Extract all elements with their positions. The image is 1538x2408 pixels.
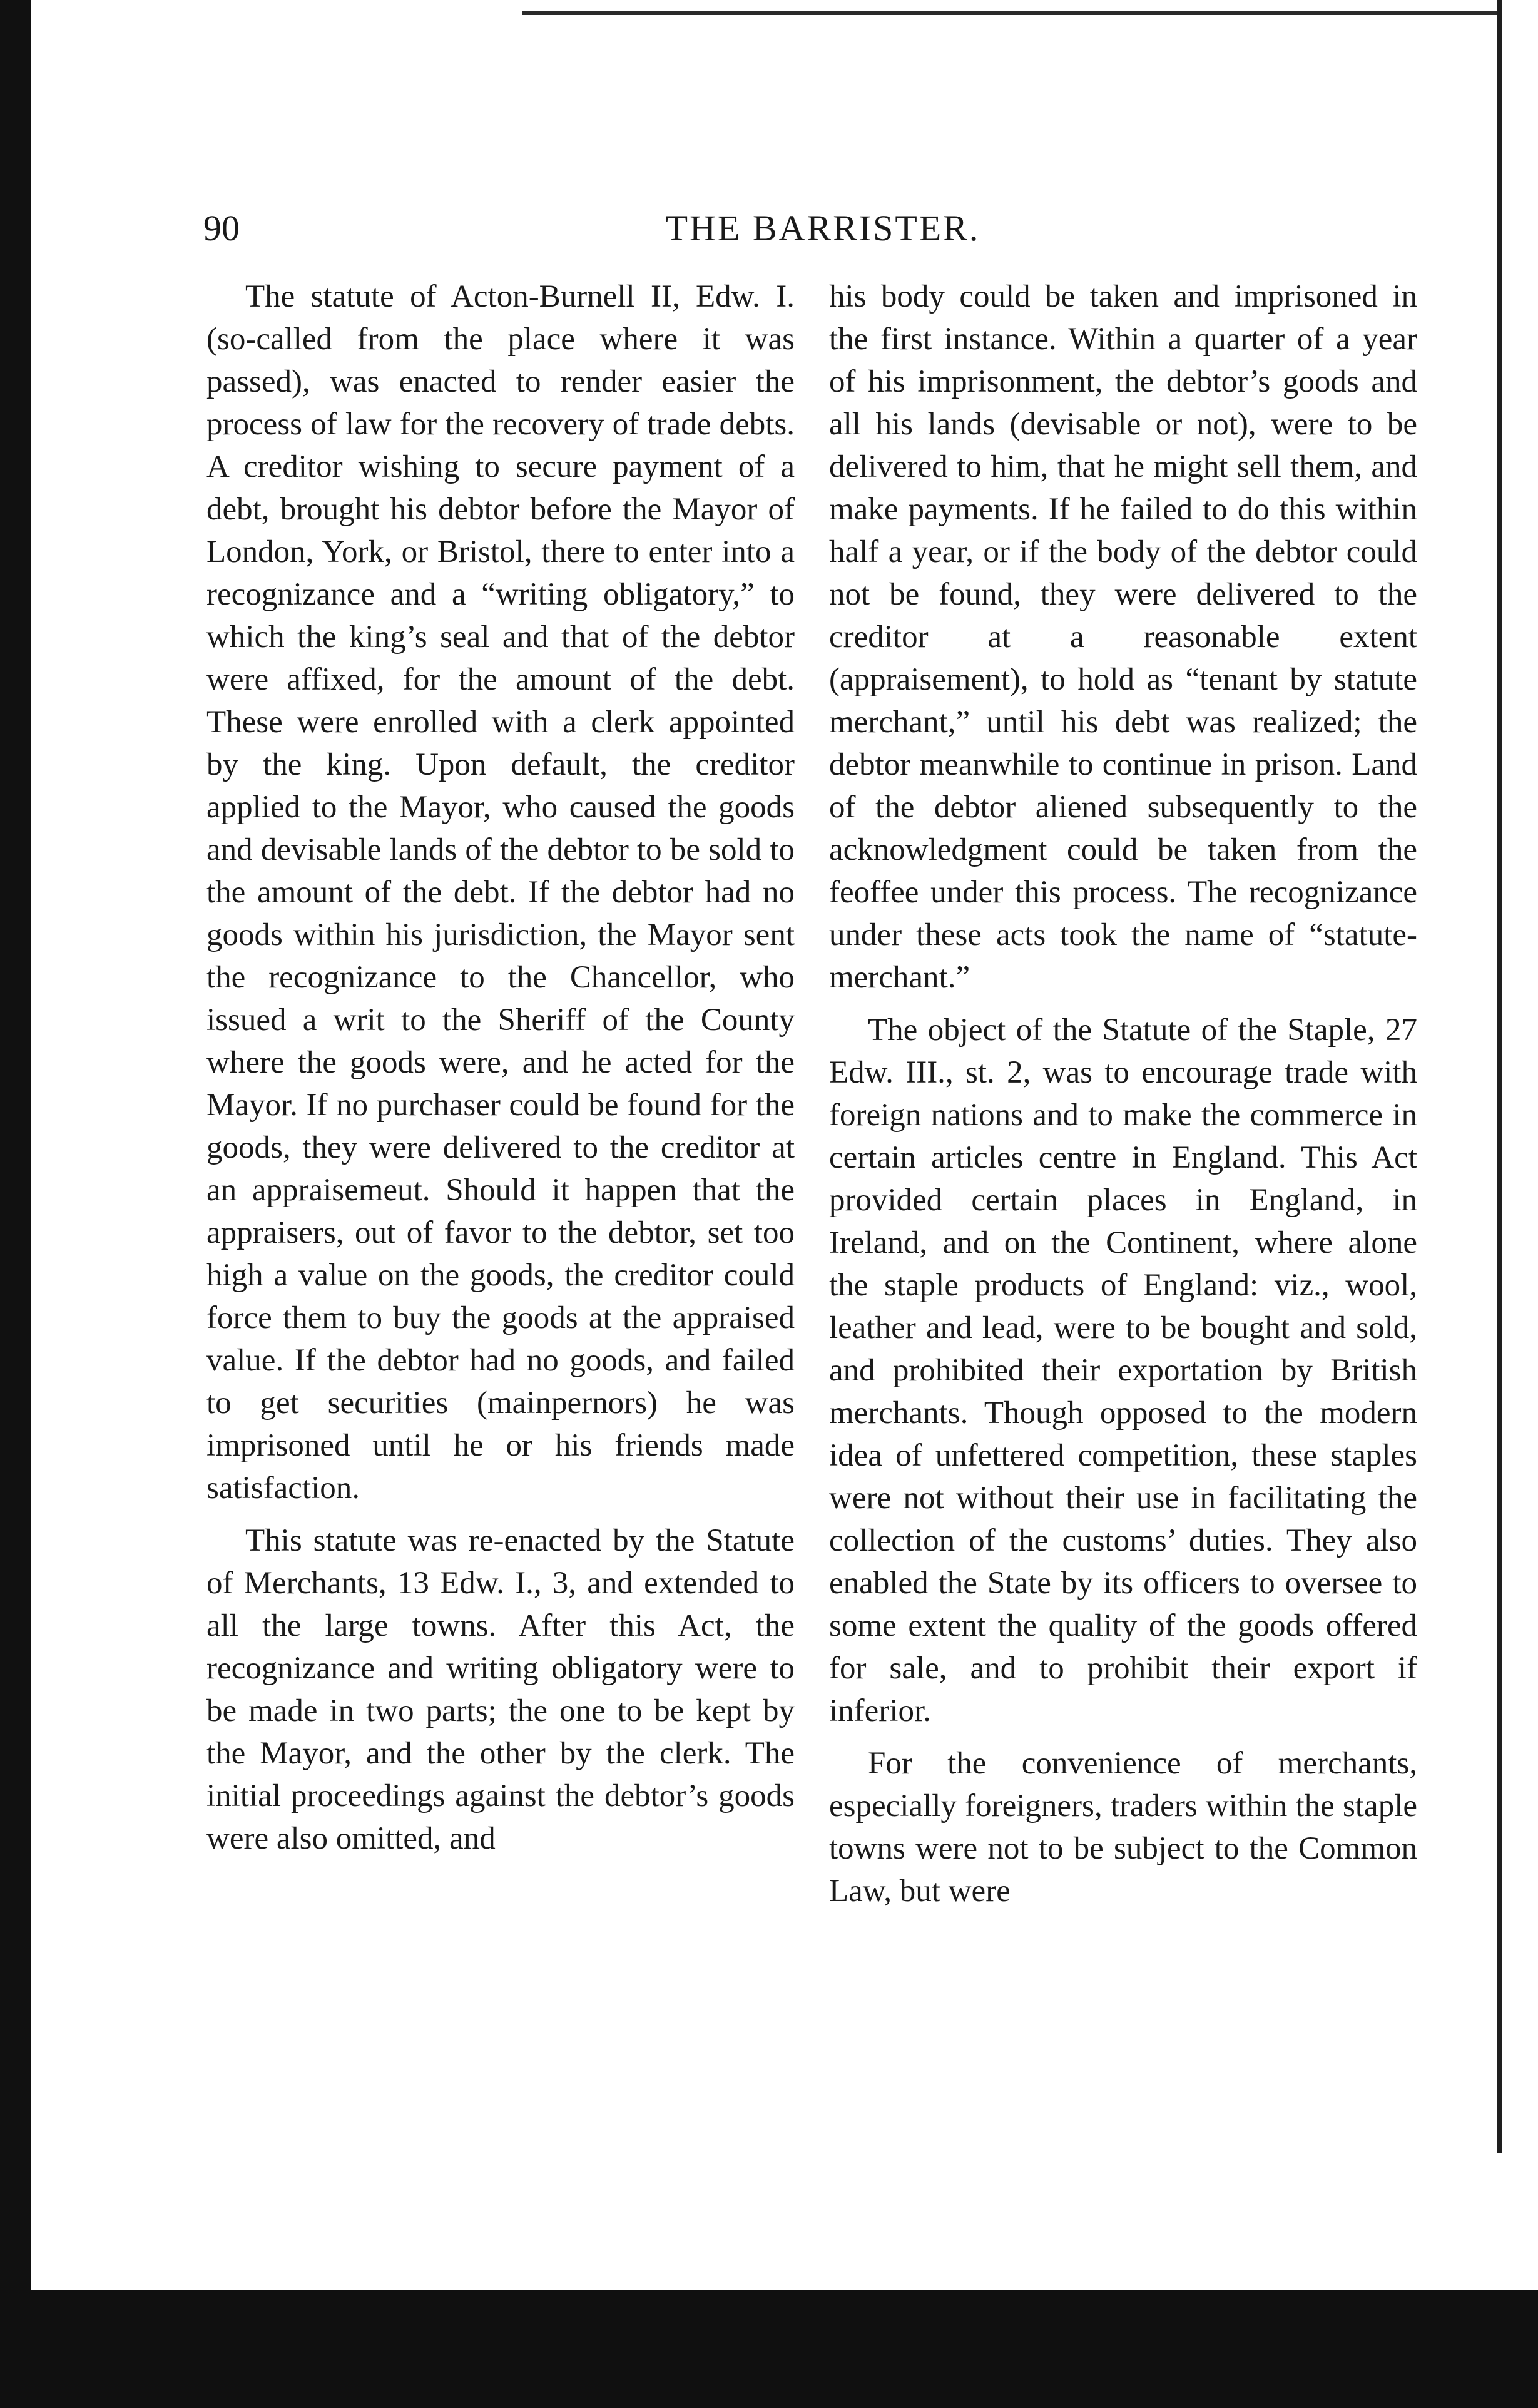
- scan-top-rule: [522, 11, 1499, 15]
- page-number: 90: [203, 208, 240, 248]
- paragraph-continuation: his body could be taken and imprisoned in the first instance. Within a quarter of a year of his imprisonment, the debtor’s goods and all his lands (devisable or not), were to be delivered to him, that he might sell them, and make payments. If he failed to do this within half a year, or if the body of the debtor could not be found, they were delivered to the creditor at a reasonable extent (appraisement), to hold as “tenant by statute merchant,” until his debt was realized; the debtor meanwhile to continue in prison. Land of the debtor aliened subsequently to the acknowledgment could be taken from the feoffee under this process. The recognizance under these acts took the name of “statute-merchant.”: [829, 279, 1417, 995]
- left-column: [206, 275, 795, 1870]
- paragraph-acton-burnell: The statute of Acton-Burnell II, Edw. I. (so-called from the place where it was passed), was enacted to render easier the process of law for the recovery of trade debts. A creditor wishing to secure payment of a debt, brought his debtor before the Mayor of London, York, or Bristol, there to enter into a recognizance and a “writing obligatory,” to which the king’s seal and that of the debtor were affixed, for the amount of the debt. These were enrolled with a clerk appointed by the king. Upon default, the creditor applied to the Mayor, who caused the goods and devisable lands of the debtor to be sold to the amount of the debt. If the debtor had no goods within his jurisdiction, the Mayor sent the recognizance to the Chancellor, who issued a writ to the Sheriff of the County where the goods were, and he acted for the Mayor. If no purchaser could be found for the goods, they were delivered to the creditor at an appraisemeut. Should it happen that the appraisers, out of favor to the debtor, set too high a value on the goods, the creditor could force them to buy the goods at the appraised value. If the debtor had no goods, and failed to get securities (mainpernors) he was imprisoned until he or his friends made satisfaction.: [206, 279, 795, 1506]
- paragraph-statute-of-merchants: This statute was re-enacted by the Statute of Merchants, 13 Edw. I., 3, and extended to all the large towns. After this Act, the recognizance and writing obligatory were to be made in two parts; the one to be kept by the Mayor, and the other by the clerk. The initial proceedings against the debtor’s goods were also omitted, and: [206, 1523, 795, 1856]
- right-column: [829, 275, 1417, 1922]
- paragraph-statute-of-staple: The object of the Statute of the Staple, 27 Edw. III., st. 2, was to encourage trade with foreign nations and to make the commerce in certain articles centre in England. This Act provided certain places in England, in Ireland, and on the Continent, where alone the staple products of England: viz., wool, leather and lead, were to be bought and sold, and prohibited their exportation by British merchants. Though opposed to the modern idea of unfettered competition, these staples were not without their use in facilitating the collection of the customs’ duties. They also enabled the State by its officers to oversee to some extent the quality of the goods offered for sale, and to prohibit their export if inferior.: [829, 1013, 1417, 1728]
- paragraph-merchants-convenience: For the convenience of merchants, especially foreigners, traders within the staple towns were not to be subject to the Common Law, but were: [829, 1746, 1417, 1909]
- scan-bottom-edge: [0, 2290, 1538, 2408]
- scan-right-edge: [1497, 0, 1502, 2153]
- scan-left-edge: [0, 0, 31, 2408]
- page-header: [203, 200, 1442, 257]
- running-title: THE BARRISTER.: [665, 208, 980, 248]
